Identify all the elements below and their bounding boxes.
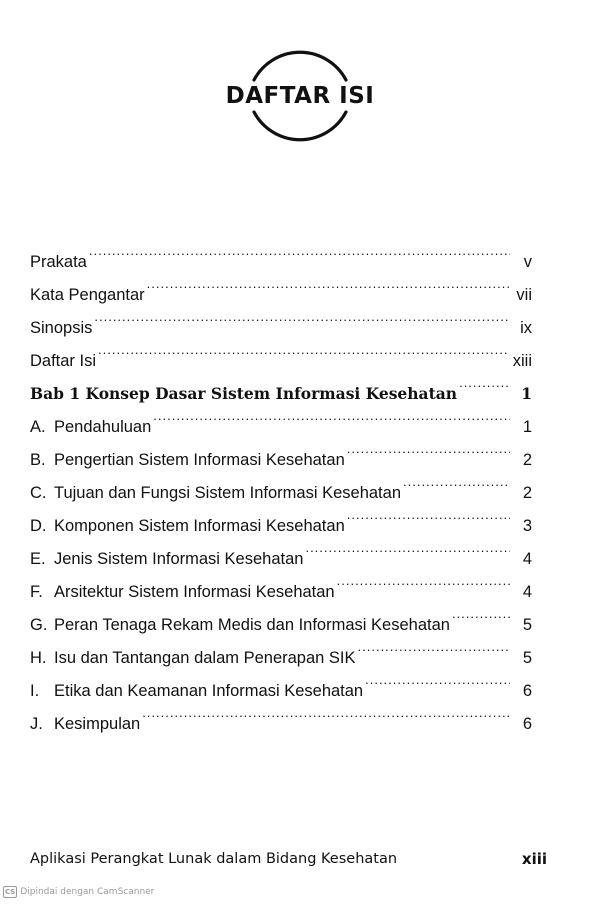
toc-entry-label: Jenis Sistem Informasi Kesehatan xyxy=(54,550,304,568)
toc-entry xyxy=(30,333,532,370)
toc-entry xyxy=(30,366,532,403)
toc-entry-label: Daftar Isi xyxy=(30,352,97,370)
toc-entry-page: v xyxy=(523,253,532,271)
toc-dot-leader xyxy=(459,366,510,399)
toc-entry-letter: B. xyxy=(30,451,46,469)
toc-entry xyxy=(30,234,532,271)
toc-dot-leader xyxy=(98,333,509,366)
toc-entry xyxy=(30,300,532,337)
toc-entry-label: Sinopsis xyxy=(30,319,93,337)
toc-entry-page: 4 xyxy=(522,550,532,568)
toc-entry-letter: J. xyxy=(30,715,43,733)
toc-dot-leader xyxy=(337,564,510,597)
toc-entry-letter: D. xyxy=(30,517,47,535)
top-arc xyxy=(254,52,346,80)
toc-entry-label: Kata Pengantar xyxy=(30,286,145,304)
footer-page-number: xiii xyxy=(521,850,547,868)
bottom-arc xyxy=(254,112,346,140)
toc-entry-page: 3 xyxy=(522,517,532,535)
toc-entry-label: Etika dan Keamanan Informasi Kesehatan xyxy=(54,682,364,700)
camscanner-logo: CS xyxy=(5,888,16,896)
toc-entry-page: 6 xyxy=(522,715,532,733)
toc-entry-page: 1 xyxy=(521,384,532,403)
toc-entry-letter: F. xyxy=(30,583,43,601)
toc-entry-label: Peran Tenaga Rekam Medis dan Informasi Kesehatan xyxy=(54,616,450,634)
toc-entry-letter: H. xyxy=(30,649,47,667)
table-of-contents xyxy=(30,234,532,733)
toc-entry-page: 1 xyxy=(522,418,532,436)
toc-entry-letter: G. xyxy=(30,616,48,634)
toc-entry-label: Bab 1 Konsep Dasar Sistem Informasi Kesehatan xyxy=(30,384,458,403)
toc-dot-leader xyxy=(358,630,510,663)
toc-entry-letter: C. xyxy=(30,484,47,502)
toc-dot-leader xyxy=(347,432,510,465)
toc-dot-leader xyxy=(403,465,510,498)
toc-entry-label: Tujuan dan Fungsi Sistem Informasi Kesehatan xyxy=(54,484,401,502)
watermark-text: Dipindai dengan CamScanner xyxy=(20,887,155,897)
toc-entry-label: Komponen Sistem Informasi Kesehatan xyxy=(54,517,345,535)
toc-entry xyxy=(30,267,532,304)
toc-entry-letter: E. xyxy=(30,550,46,568)
toc-dot-leader xyxy=(452,597,510,630)
toc-entry-page: ix xyxy=(520,319,532,337)
toc-entry-label: Arsitektur Sistem Informasi Kesehatan xyxy=(54,583,335,601)
toc-dot-leader xyxy=(153,399,510,432)
toc-entry-page: 5 xyxy=(522,649,532,667)
toc-entry-letter: I. xyxy=(30,682,40,700)
toc-entry-page: 5 xyxy=(522,616,532,634)
toc-entry-page: 6 xyxy=(522,682,532,700)
scanner-watermark xyxy=(3,886,154,898)
toc-entry-page: 2 xyxy=(522,484,532,502)
toc-dot-leader xyxy=(142,696,510,729)
toc-dot-leader xyxy=(147,267,510,300)
toc-entry-page: xiii xyxy=(512,352,532,370)
toc-dot-leader xyxy=(305,531,510,564)
toc-entry-page: vii xyxy=(516,286,532,304)
toc-entry-page: 4 xyxy=(522,583,532,601)
toc-dot-leader xyxy=(365,663,510,696)
toc-entry-label: Kesimpulan xyxy=(54,715,141,733)
toc-entry-label: Prakata xyxy=(30,253,87,271)
toc-dot-leader xyxy=(89,234,510,267)
toc-entry-label: Isu dan Tantangan dalam Penerapan SIK xyxy=(54,649,356,667)
page-title: DAFTAR ISI xyxy=(225,83,375,109)
toc-entry-page: 2 xyxy=(522,451,532,469)
title-block xyxy=(0,40,600,150)
toc-dot-leader xyxy=(347,498,510,531)
toc-dot-leader xyxy=(94,300,510,333)
toc-entry-label: Pengertian Sistem Informasi Kesehatan xyxy=(54,451,345,469)
footer-book-title: Aplikasi Perangkat Lunak dalam Bidang Kesehatan xyxy=(30,851,398,867)
toc-entry-label: Pendahuluan xyxy=(54,418,152,436)
toc-entry-letter: A. xyxy=(30,418,46,436)
